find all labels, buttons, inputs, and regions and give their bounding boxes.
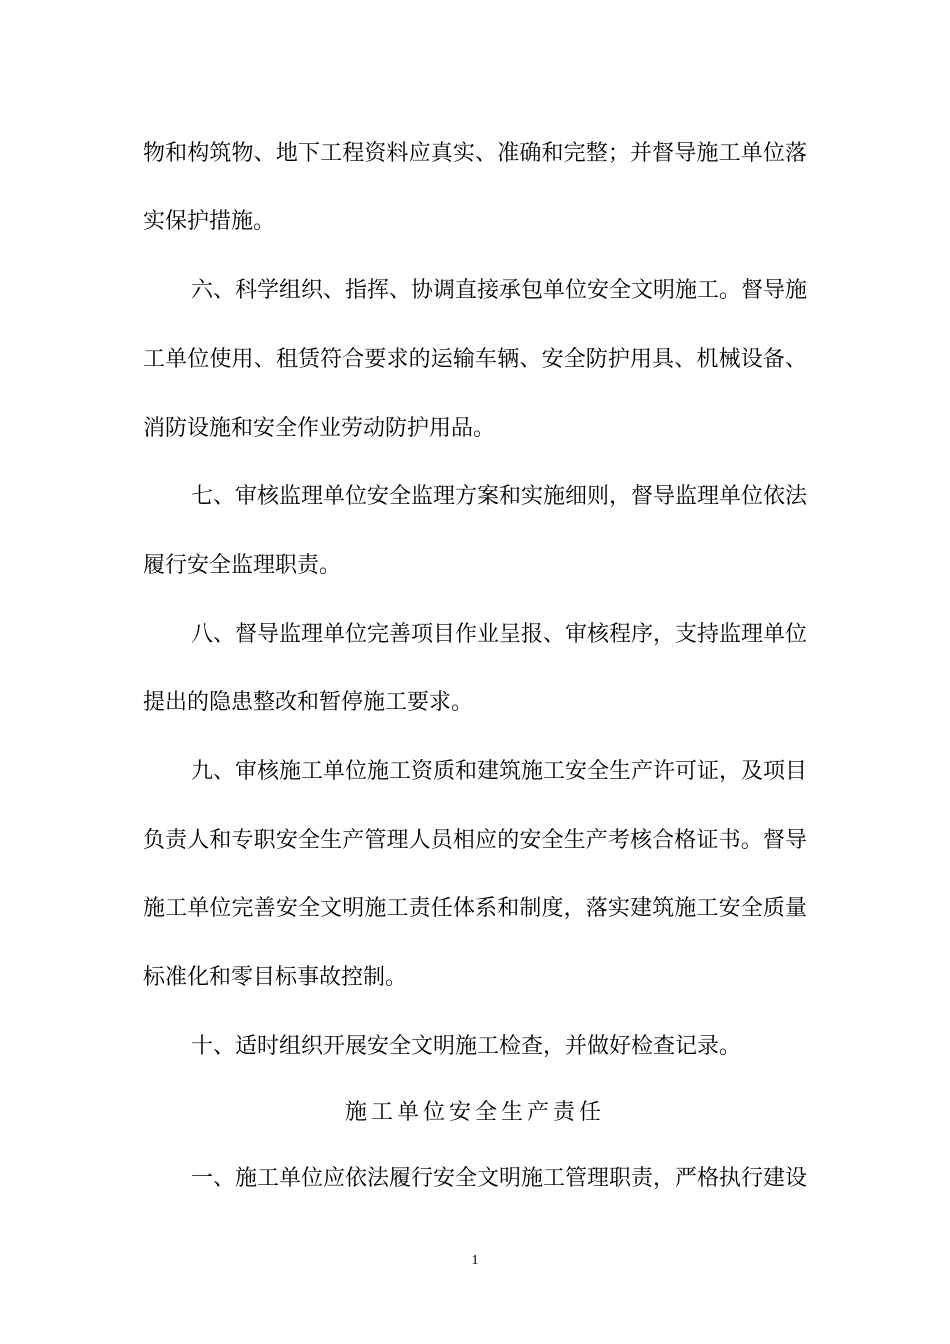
paragraph-line: 七、审核监理单位安全监理方案和实施细则，督导监理单位依法: [191, 484, 807, 509]
paragraph-line: 履行安全监理职责。: [143, 553, 342, 578]
paragraph-line: 实保护措施。: [143, 209, 276, 234]
paragraph-line: 标准化和零目标事故控制。: [143, 965, 408, 990]
paragraph-line: 消防设施和安全作业劳动防护用品。: [143, 416, 496, 441]
paragraph-line: 九、审核施工单位施工资质和建筑施工安全生产许可证，及项目: [191, 759, 807, 784]
paragraph-line: 八、督导监理单位完善项目作业呈报、审核程序，支持监理单位: [191, 622, 807, 647]
paragraph-line: 工单位使用、租赁符合要求的运输车辆、安全防护用具、机械设备、: [143, 347, 807, 372]
paragraph-line: 施工单位完善安全文明施工责任体系和制度，落实建筑施工安全质量: [143, 896, 807, 921]
paragraph-line: 物和构筑物、地下工程资料应真实、准确和完整；并督导施工单位落: [143, 141, 807, 166]
paragraph-line: 一、施工单位应依法履行安全文明施工管理职责，严格执行建设: [191, 1166, 807, 1191]
paragraph-line: 负责人和专职安全生产管理人员相应的安全生产考核合格证书。督导: [143, 828, 807, 853]
section-heading: 施工单位安全生产责任: [344, 1100, 605, 1125]
paragraph-line: 十、适时组织开展安全文明施工检查，并做好检查记录。: [191, 1034, 742, 1059]
paragraph-line: 提出的隐患整改和暂停施工要求。: [143, 690, 474, 715]
page-number: 1: [471, 1253, 479, 1268]
paragraph-line: 六、科学组织、指挥、协调直接承包单位安全文明施工。督导施: [191, 278, 807, 303]
